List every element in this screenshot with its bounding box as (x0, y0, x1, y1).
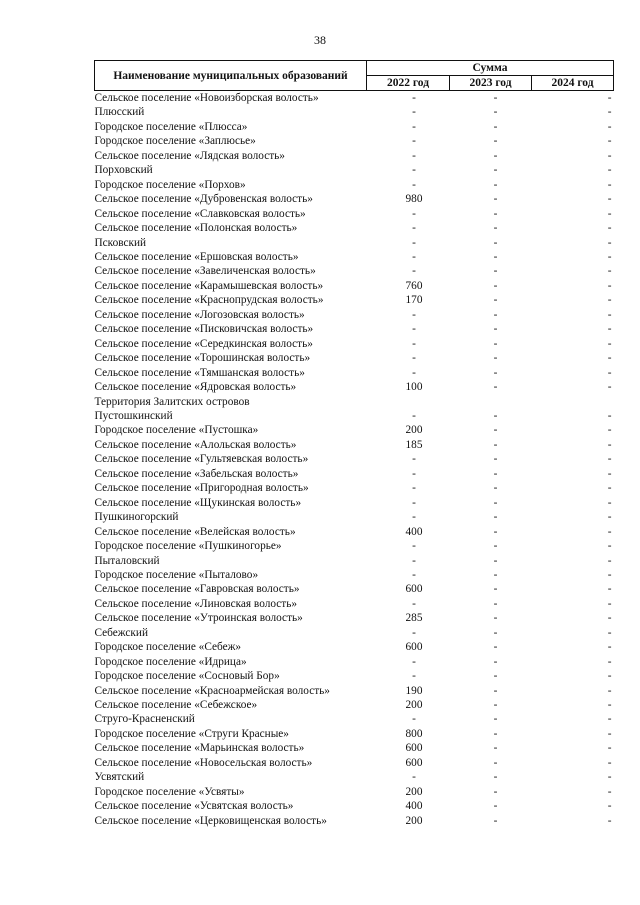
value-2024: - (607, 670, 612, 683)
value-2024: - (607, 612, 612, 625)
value-2023: - (493, 250, 498, 263)
value-2022: - (412, 120, 416, 133)
municipality-name: Городское поселение «Плюсса» (94, 120, 248, 133)
value-2022: - (412, 713, 416, 726)
value-2024: - (607, 424, 612, 437)
table-row (95, 250, 614, 264)
table-row (95, 525, 614, 539)
value-2022: - (412, 511, 416, 524)
value-2022: - (412, 352, 416, 365)
municipality-name: Пустошкинский (94, 409, 173, 422)
table-row (95, 236, 614, 250)
value-2024: - (607, 814, 612, 827)
table-row (95, 756, 614, 770)
table-row (95, 163, 614, 177)
municipality-name: Городское поселение «Порхов» (94, 178, 246, 191)
table-row (95, 351, 614, 365)
header-sum-column: Сумма (367, 61, 614, 76)
municipality-name: Городское поселение «Пушкиногорье» (94, 540, 282, 553)
table-row (95, 669, 614, 683)
value-2024: - (607, 771, 612, 784)
value-2022: - (412, 366, 416, 379)
table-row (95, 105, 614, 119)
value-2023: - (493, 120, 498, 133)
table-row (95, 611, 614, 625)
value-2022: 800 (405, 727, 423, 740)
value-2023: - (493, 814, 498, 827)
value-2022: 200 (405, 699, 423, 712)
table-row (95, 741, 614, 755)
header-year-2022: 2022 год (367, 76, 450, 91)
value-2024: - (607, 438, 612, 451)
table-row (95, 554, 614, 568)
value-2024: - (607, 525, 612, 538)
municipality-name: Усвятский (94, 771, 145, 784)
value-2023: - (493, 337, 498, 350)
value-2024: - (607, 92, 612, 104)
value-2024: - (607, 482, 612, 495)
table-row (95, 192, 614, 206)
value-2023: - (493, 699, 498, 712)
municipality-name: Струго-Красненский (94, 713, 195, 726)
value-2024: - (607, 222, 612, 235)
value-2022 (367, 395, 450, 409)
value-2023: - (493, 207, 498, 220)
value-2022: - (412, 670, 416, 683)
value-2023: - (493, 756, 498, 769)
value-2023: - (493, 106, 498, 119)
value-2022: 600 (405, 641, 423, 654)
table-row (95, 640, 614, 654)
value-2024: - (607, 568, 612, 581)
municipality-name: Сельское поселение «Щукинская волость» (94, 496, 302, 509)
table-row (95, 337, 614, 351)
value-2023: - (493, 727, 498, 740)
value-2022: - (412, 496, 416, 509)
value-2023: - (493, 135, 498, 148)
budget-table (94, 60, 614, 828)
value-2022: - (412, 655, 416, 668)
table-row (95, 134, 614, 148)
value-2024: - (607, 583, 612, 596)
municipality-name: Сельское поселение «Гавровская волость» (94, 583, 300, 596)
table-row (95, 698, 614, 712)
value-2024: - (607, 453, 612, 466)
municipality-name: Сельское поселение «Алольская волость» (94, 438, 297, 451)
value-2022: - (412, 626, 416, 639)
value-2024: - (607, 699, 612, 712)
municipality-name: Сельское поселение «Себежское» (94, 699, 258, 712)
value-2022: 200 (405, 424, 423, 437)
value-2023: - (493, 655, 498, 668)
value-2023: - (493, 438, 498, 451)
value-2022: - (412, 771, 416, 784)
value-2023: - (493, 525, 498, 538)
municipality-name: Сельское поселение «Тямшанская волость» (94, 366, 305, 379)
value-2022: - (412, 453, 416, 466)
value-2023: - (493, 496, 498, 509)
table-row (95, 568, 614, 582)
value-2024: - (607, 597, 612, 610)
value-2022: - (412, 554, 416, 567)
table-row (95, 395, 614, 409)
value-2024: - (607, 626, 612, 639)
value-2022: 100 (405, 381, 423, 394)
value-2023: - (493, 713, 498, 726)
value-2024: - (607, 409, 612, 422)
value-2022: - (412, 323, 416, 336)
value-2022: - (412, 207, 416, 220)
value-2024: - (607, 785, 612, 798)
value-2023: - (493, 265, 498, 278)
value-2022: - (412, 467, 416, 480)
table-row (95, 814, 614, 828)
value-2022: - (412, 482, 416, 495)
value-2024: - (607, 207, 612, 220)
table-header-row (95, 61, 614, 76)
table-row (95, 684, 614, 698)
value-2023: - (493, 164, 498, 177)
value-2023: - (493, 323, 498, 336)
municipality-name: Сельское поселение «Марьинская волость» (94, 742, 305, 755)
table-row (95, 481, 614, 495)
value-2023: - (493, 554, 498, 567)
value-2023: - (493, 467, 498, 480)
value-2024: - (607, 742, 612, 755)
value-2022: - (412, 265, 416, 278)
value-2022: - (412, 135, 416, 148)
table-row (95, 597, 614, 611)
municipality-name: Сельское поселение «Ядровская волость» (94, 381, 297, 394)
value-2023 (450, 395, 532, 409)
value-2024: - (607, 250, 612, 263)
value-2023: - (493, 381, 498, 394)
table-row (95, 322, 614, 336)
value-2022: 760 (405, 279, 423, 292)
value-2023: - (493, 626, 498, 639)
value-2022: 980 (405, 193, 423, 206)
value-2024: - (607, 684, 612, 697)
table-row (95, 221, 614, 235)
table-row (95, 539, 614, 553)
value-2023: - (493, 641, 498, 654)
table-row (95, 207, 614, 221)
value-2022: - (412, 568, 416, 581)
value-2022: 600 (405, 583, 423, 596)
value-2022: - (412, 409, 416, 422)
value-2024: - (607, 352, 612, 365)
header-name-column: Наименование муниципальных образований (95, 61, 367, 91)
municipality-name: Сельское поселение «Краснопрудская волость» (94, 294, 324, 307)
value-2024: - (607, 641, 612, 654)
value-2024: - (607, 106, 612, 119)
value-2024: - (607, 554, 612, 567)
value-2024: - (607, 135, 612, 148)
value-2023: - (493, 294, 498, 307)
municipality-name: Себежский (94, 626, 148, 639)
value-2023: - (493, 193, 498, 206)
municipality-name: Псковский (94, 236, 147, 249)
table-row (95, 423, 614, 437)
table-row (95, 409, 614, 423)
value-2023: - (493, 583, 498, 596)
value-2023: - (493, 597, 498, 610)
table-row (95, 293, 614, 307)
municipality-name: Сельское поселение «Новоизборская волость» (94, 92, 319, 104)
table-row (95, 496, 614, 510)
value-2024: - (607, 279, 612, 292)
municipality-name: Городское поселение «Усвяты» (94, 785, 245, 798)
value-2023: - (493, 771, 498, 784)
value-2023: - (493, 92, 498, 104)
table-row (95, 582, 614, 596)
municipality-name: Сельское поселение «Забельская волость» (94, 467, 299, 480)
municipality-name: Пушкиногорский (94, 511, 179, 524)
value-2024: - (607, 467, 612, 480)
municipality-name: Сельское поселение «Гультяевская волость» (94, 453, 309, 466)
value-2024: - (607, 236, 612, 249)
value-2024: - (607, 800, 612, 813)
table-row (95, 626, 614, 640)
municipality-name: Сельское поселение «Писковичская волость» (94, 323, 314, 336)
value-2023: - (493, 308, 498, 321)
value-2022: 285 (405, 612, 423, 625)
value-2024: - (607, 308, 612, 321)
value-2022: 190 (405, 684, 423, 697)
value-2023: - (493, 568, 498, 581)
value-2022: - (412, 337, 416, 350)
municipality-name: Сельское поселение «Торошинская волость» (94, 352, 311, 365)
table-row (95, 279, 614, 293)
table-row (95, 308, 614, 322)
municipality-name: Сельское поселение «Дубровенская волость» (94, 193, 313, 206)
municipality-name: Сельское поселение «Славковская волость» (94, 207, 306, 220)
value-2024: - (607, 713, 612, 726)
value-2024: - (607, 120, 612, 133)
table-row (95, 467, 614, 481)
table-row (95, 655, 614, 669)
table-row (95, 727, 614, 741)
municipality-name: Сельское поселение «Новосельская волость» (94, 756, 313, 769)
value-2023: - (493, 222, 498, 235)
value-2023: - (493, 178, 498, 191)
value-2023: - (493, 352, 498, 365)
table-row (95, 366, 614, 380)
value-2023: - (493, 482, 498, 495)
value-2023: - (493, 511, 498, 524)
value-2024: - (607, 366, 612, 379)
value-2024: - (607, 655, 612, 668)
table-row (95, 380, 614, 394)
value-2022: - (412, 106, 416, 119)
municipality-name: Сельское поселение «Линовская волость» (94, 597, 298, 610)
value-2024: - (607, 381, 612, 394)
table-row (95, 120, 614, 134)
value-2023: - (493, 366, 498, 379)
table-row (95, 438, 614, 452)
value-2024: - (607, 294, 612, 307)
table-row (95, 178, 614, 192)
value-2023: - (493, 684, 498, 697)
value-2024: - (607, 727, 612, 740)
value-2023: - (493, 742, 498, 755)
municipality-name: Городское поселение «Пыталово» (94, 568, 259, 581)
value-2024: - (607, 540, 612, 553)
value-2022: - (412, 222, 416, 235)
page-number: 38 (314, 33, 326, 47)
municipality-name: Территория Залитских островов (94, 395, 250, 408)
municipality-name: Сельское поселение «Лядская волость» (94, 149, 285, 162)
municipality-name: Сельское поселение «Середкинская волость» (94, 337, 313, 350)
table-row (95, 510, 614, 524)
value-2024: - (607, 149, 612, 162)
value-2022: - (412, 236, 416, 249)
header-year-2024: 2024 год (532, 76, 614, 91)
municipality-name: Городское поселение «Идрица» (94, 655, 247, 668)
value-2024 (532, 395, 614, 409)
value-2023: - (493, 424, 498, 437)
municipality-name: Городское поселение «Заплюсье» (94, 135, 256, 148)
value-2023: - (493, 453, 498, 466)
value-2024: - (607, 511, 612, 524)
municipality-name: Городское поселение «Себеж» (94, 641, 242, 654)
header-year-2023: 2023 год (450, 76, 532, 91)
value-2022: 200 (405, 785, 423, 798)
value-2022: 185 (405, 438, 423, 451)
value-2023: - (493, 149, 498, 162)
municipality-name: Сельское поселение «Полонская волость» (94, 222, 298, 235)
table-row (95, 91, 614, 106)
value-2022: 200 (405, 814, 423, 827)
table-row (95, 770, 614, 784)
value-2022: - (412, 92, 416, 104)
municipality-name: Сельское поселение «Красноармейская волость» (94, 684, 330, 697)
table-row (95, 785, 614, 799)
value-2024: - (607, 323, 612, 336)
value-2023: - (493, 279, 498, 292)
municipality-name: Городское поселение «Сосновый Бор» (94, 670, 280, 683)
value-2023: - (493, 236, 498, 249)
table-row (95, 799, 614, 813)
municipality-name: Порховский (94, 164, 153, 177)
value-2022: - (412, 149, 416, 162)
table-row (95, 264, 614, 278)
value-2022: 170 (405, 294, 423, 307)
value-2022: 600 (405, 742, 423, 755)
value-2024: - (607, 164, 612, 177)
municipality-name: Плюсский (94, 106, 145, 119)
value-2022: - (412, 164, 416, 177)
value-2024: - (607, 265, 612, 278)
municipality-name: Сельское поселение «Ершовская волость» (94, 250, 299, 263)
table-row (95, 149, 614, 163)
value-2022: - (412, 308, 416, 321)
value-2023: - (493, 540, 498, 553)
value-2023: - (493, 409, 498, 422)
value-2023: - (493, 670, 498, 683)
value-2024: - (607, 193, 612, 206)
value-2024: - (607, 756, 612, 769)
value-2022: 400 (405, 525, 423, 538)
municipality-name: Сельское поселение «Завеличенская волость» (94, 265, 316, 278)
value-2022: - (412, 540, 416, 553)
table-row (95, 712, 614, 726)
municipality-name: Городское поселение «Струги Красные» (94, 727, 289, 740)
value-2022: 600 (405, 756, 423, 769)
value-2022: 400 (405, 800, 423, 813)
municipality-name: Городское поселение «Пустошка» (94, 424, 259, 437)
value-2023: - (493, 800, 498, 813)
municipality-name: Пыталовский (94, 554, 160, 567)
value-2022: - (412, 178, 416, 191)
value-2022: - (412, 597, 416, 610)
table-row (95, 452, 614, 466)
municipality-name: Сельское поселение «Утроинская волость» (94, 612, 303, 625)
municipality-name: Сельское поселение «Карамышевская волость» (94, 279, 324, 292)
municipality-name: Сельское поселение «Велейская волость» (94, 525, 296, 538)
municipality-name: Сельское поселение «Пригородная волость» (94, 482, 309, 495)
value-2024: - (607, 496, 612, 509)
value-2024: - (607, 337, 612, 350)
value-2022: - (412, 250, 416, 263)
municipality-name: Сельское поселение «Церковищенская волость» (94, 814, 327, 827)
value-2024: - (607, 178, 612, 191)
municipality-name: Сельское поселение «Усвятская волость» (94, 800, 294, 813)
value-2023: - (493, 612, 498, 625)
value-2023: - (493, 785, 498, 798)
municipality-name: Сельское поселение «Логозовская волость» (94, 308, 305, 321)
